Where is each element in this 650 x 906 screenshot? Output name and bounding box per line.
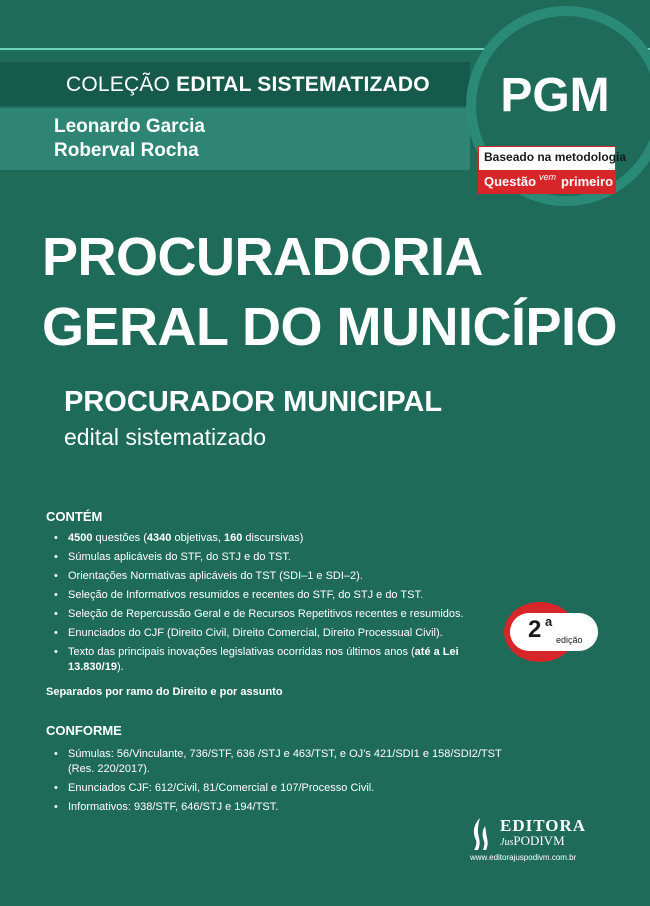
publisher-subname: JusPODIVM (500, 833, 565, 848)
edition-number: 2 (528, 616, 542, 643)
contem-list (54, 531, 504, 679)
method-word-vem: vem (539, 172, 557, 182)
badge-code: PGM (500, 69, 610, 122)
edition-label-box (510, 613, 598, 651)
list-item: • 4500 questões (4340 objetivas, 160 discursivas) (54, 531, 504, 546)
list-item: • Súmulas: 56/Vinculante, 736/STF, 636 /STJ e 463/TST, e OJ’s 421/SDI1 e 158/SDI2/TST (Res. 220/2017). (54, 747, 504, 777)
method-line-1: Baseado na metodologia (484, 150, 627, 164)
title-line-2: GERAL DO MUNICÍPIO (42, 297, 618, 357)
title-line-1: PROCURADORIA (42, 227, 484, 287)
collection-prefix: COLEÇÃO (66, 73, 171, 96)
list-item: • Seleção de Repercussão Geral e de Recursos Repetitivos recentes e resumidos. (54, 607, 504, 622)
list-item: • Enunciados CJF: 612/Civil, 81/Comercial e 107/Processo Civil. (54, 781, 504, 796)
list-item: • Enunciados do CJF (Direito Civil, Direito Comercial, Direito Processual Civil). (54, 626, 504, 641)
contem-note: Separados por ramo do Direito e por assunto (46, 686, 283, 698)
author-1: Leonardo Garcia (54, 116, 205, 137)
collection-name (66, 73, 430, 97)
subtitle: PROCURADOR MUNICIPAL (64, 386, 443, 418)
list-item: • Texto das principais inovações legislativas ocorridas nos últimos anos (até a Lei 13.830/19). (54, 645, 504, 675)
method-word-primeiro: primeiro (561, 174, 614, 189)
list-item: • Seleção de Informativos resumidos e recentes do STF, do STJ e do TST. (54, 588, 504, 603)
publisher-name: EDITORA (500, 816, 587, 835)
author-2: Roberval Rocha (54, 140, 199, 161)
method-line-2 (478, 170, 616, 194)
list-item: • Orientações Normativas aplicáveis do TST (SDI–1 e SDI–2). (54, 569, 504, 584)
subtitle-secondary: edital sistematizado (64, 424, 266, 450)
list-item: • Informativos: 938/STF, 646/STJ e 194/TST. (54, 800, 504, 815)
list-item: • Súmulas aplicáveis do STF, do STJ e do TST. (54, 550, 504, 565)
edition-word: edição (556, 635, 583, 645)
publisher-logo-icon (466, 816, 494, 852)
contem-heading: CONTÉM (46, 509, 103, 524)
edition-superscript: a (545, 614, 553, 629)
conforme-list (54, 747, 504, 819)
conforme-heading: CONFORME (46, 723, 122, 738)
method-word-questao: Questão (484, 174, 537, 189)
publisher-url: www.editorajuspodivm.com.br (470, 853, 577, 862)
collection-title: EDITAL SISTEMATIZADO (176, 73, 430, 96)
